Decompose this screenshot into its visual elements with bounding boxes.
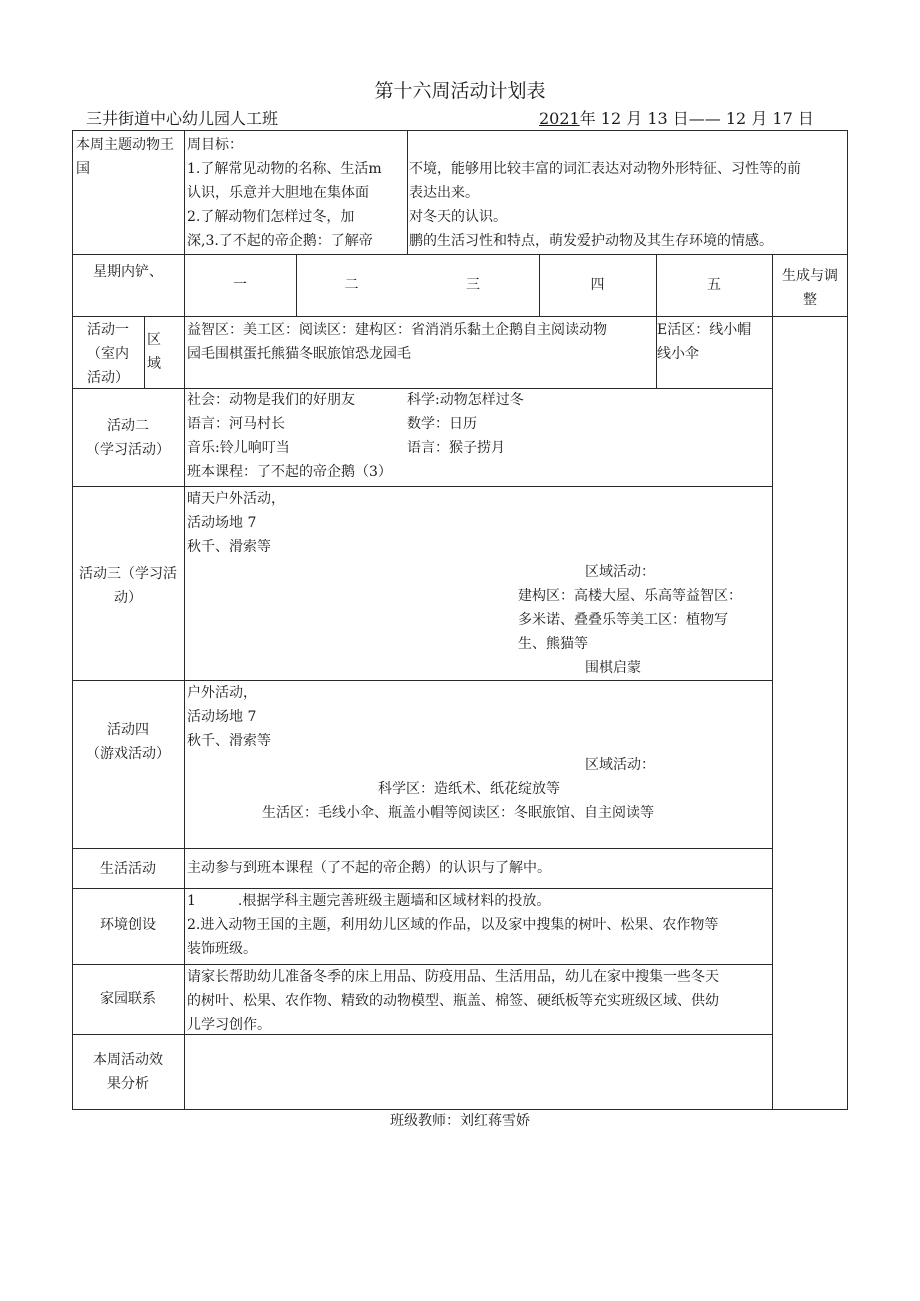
activity1-label [72, 318, 144, 390]
date-rest: 年 12 月 13 日—— 12 月 17 日 [579, 109, 814, 128]
course-item: 科学:动物怎样过冬 [407, 392, 524, 408]
label-line: 活动四 [107, 722, 149, 738]
course-item: 语言：河马村长 [187, 416, 285, 432]
goal-line: 2.了解动物们怎样过冬，加 [187, 209, 355, 225]
table-line [407, 130, 408, 254]
label-line: （学习活动） [86, 442, 170, 458]
table-line [72, 316, 848, 317]
content-line: 活动场地 7 [187, 515, 257, 531]
weekday-label: 星期内铲、 [93, 264, 163, 280]
table-line [72, 680, 772, 681]
home-label: 家园联系 [100, 991, 156, 1007]
theme-label-line: 本周主题动物王 [76, 137, 174, 153]
goal-line: 1.了解常见动物的名称、生活m [187, 161, 382, 177]
env-label: 环境创设 [100, 917, 156, 933]
course-item: 数学：日历 [407, 416, 477, 432]
effect-label [72, 1048, 184, 1096]
table-line [72, 130, 848, 131]
course-item: 班本课程：了不起的帝企鹅（3） [187, 464, 392, 480]
weekday-1: 一 [233, 277, 247, 293]
env-content [187, 889, 718, 961]
weekday-5: 五 [707, 277, 721, 293]
content-line: 儿学习创作。 [187, 1017, 271, 1033]
label-line: 活动二 [107, 418, 149, 434]
goal-line: 不境，能够用比较丰富的词汇表达对动物外形特征、习性等的前 [409, 161, 801, 177]
activity3-area-title: 区域活动： [585, 564, 655, 580]
activity2-left [187, 388, 392, 484]
content-line: 生、熊猫等 [518, 636, 588, 652]
activity4-area-line-2: 生活区：毛线小伞、瓶盖小帽等阅读区：冬眠旅馆、自主阅读等 [262, 805, 654, 821]
env-item-number: 1 [187, 893, 196, 909]
env-item: .根据学科主题完善班级主题墙和区域材料的投放。 [237, 893, 551, 909]
content-line: 秋千、滑索等 [187, 539, 271, 555]
plan-table [72, 130, 848, 1110]
activity3-area-last: 围棋启蒙 [585, 660, 641, 676]
label-line: （室内 [87, 346, 129, 362]
date-year: 2021 [539, 109, 580, 128]
table-line [144, 316, 145, 388]
class-teachers: 班级教师：刘红蒋雪娇 [390, 1113, 530, 1129]
activity2-right [407, 388, 524, 460]
content-line: E活区：线小帽 [657, 322, 752, 338]
goal-line: 深,3.了不起的帝企鹅：了解帝 [187, 233, 373, 249]
content-line: 园毛围棋蛋托熊猫冬眠旅馆恐龙园毛 [187, 346, 411, 362]
adjust-label-line: 生成与调 [782, 268, 838, 284]
adjust-label [772, 264, 848, 312]
content-line: 秋千、滑索等 [187, 733, 271, 749]
content-line: 晴天户外活动， [187, 491, 285, 507]
label-line: 活动三（学习活 [79, 566, 177, 582]
activity1-side [657, 318, 751, 366]
course-item: 语言：猴子捞月 [407, 440, 505, 456]
date-range [539, 106, 814, 129]
label-line: 果分析 [107, 1076, 149, 1092]
label-line: （游戏活动） [86, 746, 170, 762]
label-line: 活动） [87, 370, 129, 386]
env-item: 装饰班级。 [187, 941, 257, 957]
content-line: 益智区：美工区：阅读区：建构区：省消消乐黏土企鹅自主阅读动物 [187, 322, 607, 338]
home-content [187, 965, 719, 1037]
label-line: 域 [147, 356, 161, 372]
activity4-area-title: 区域活动： [585, 757, 655, 773]
env-item: 2.进入动物王国的主题，利用幼儿区域的作品，以及家中搜集的树叶、松果、农作物等 [187, 917, 719, 933]
weekday-3: 三 [466, 277, 480, 293]
table-line [772, 254, 773, 1109]
content-line: 户外活动， [187, 685, 257, 701]
activity4-label [72, 718, 184, 766]
activity4-area-line-1: 科学区：造纸术、纸花绽放等 [378, 781, 560, 797]
area-label [147, 328, 161, 376]
activity2-label [72, 414, 184, 462]
weekday-2: 二 [344, 277, 359, 293]
activity1-content [187, 318, 607, 366]
goal-line: 表达出来。 [409, 185, 479, 201]
adjust-label-line: 整 [803, 292, 817, 308]
weekly-goals-right [409, 157, 801, 253]
table-line [72, 848, 772, 849]
page-title: 第十六周活动计划表 [374, 80, 546, 102]
label-line: 区 [147, 332, 161, 348]
goals-title: 周目标： [187, 137, 243, 153]
content-line: 多米诺、叠叠乐等美工区：植物写 [518, 612, 728, 628]
label-line: 本周活动效 [93, 1052, 163, 1068]
label-line: 活动一 [87, 322, 129, 338]
content-line: 活动场地 7 [187, 709, 257, 725]
label-line: 动） [114, 590, 142, 606]
life-content: 主动参与到班本课程（了不起的帝企鹅）的认识与了解中。 [187, 860, 551, 876]
content-line: 线小伞 [657, 346, 699, 362]
activity3-label [72, 562, 184, 610]
course-item: 音乐:铃儿响叮当 [187, 440, 290, 456]
theme-label [76, 133, 174, 181]
weekly-goals-left [187, 133, 382, 253]
theme-label-line: 国 [76, 161, 90, 177]
activity3-area [518, 584, 742, 656]
content-line: 建构区：高楼大屋、乐高等益智区： [518, 588, 742, 604]
goal-line: 认识，乐意并大胆地在集体面 [187, 185, 369, 201]
table-line [72, 254, 848, 255]
content-line: 请家长帮助幼儿准备冬季的床上用品、防疫用品、生活用品，幼儿在家中搜集一些冬天 [187, 969, 719, 985]
activity3-outdoor [187, 487, 285, 559]
goal-line: 鹏的生活习性和特点，萌发爱护动物及其生存环境的情感。 [409, 233, 773, 249]
content-line: 的树叶、松果、农作物、精致的动物模型、瓶盖、棉签、硬纸板等充实班级区域、供幼 [187, 993, 719, 1009]
school-name: 三井街道中心幼儿园人工班 [86, 109, 279, 128]
activity4-outdoor [187, 681, 271, 753]
goal-line: 对冬天的认识。 [409, 209, 507, 225]
weekday-4: 四 [590, 277, 605, 293]
table-line [72, 486, 772, 487]
life-label: 生活活动 [100, 861, 156, 877]
course-item: 社会：动物是我们的好朋友 [187, 392, 355, 408]
